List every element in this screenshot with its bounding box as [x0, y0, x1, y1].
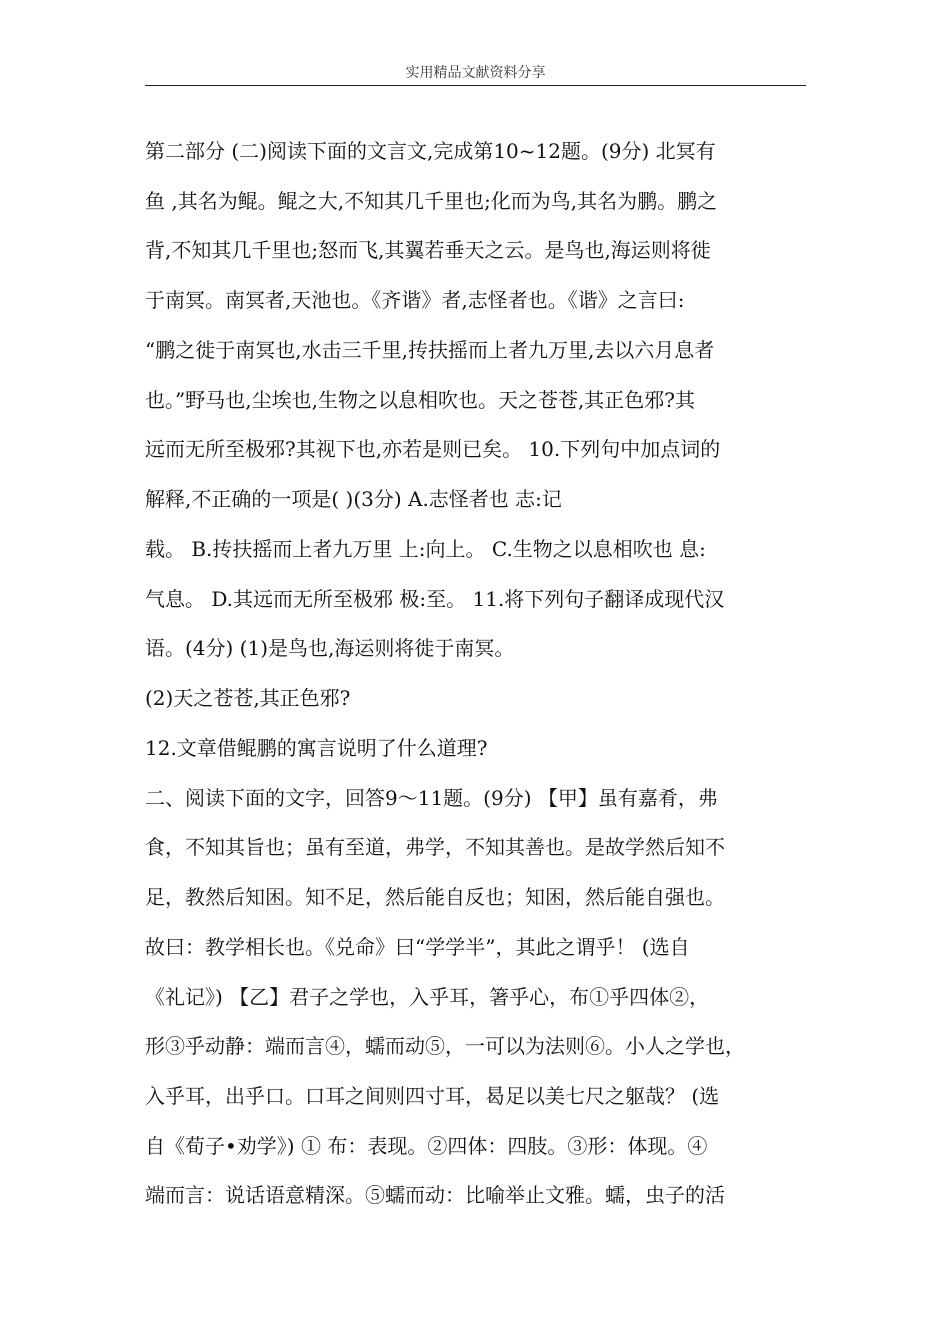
text-line: 背,不知其几千里也;怒而飞,其翼若垂天之云。是鸟也,海运则将徙: [145, 238, 711, 262]
text-line: 第二部分 (二)阅读下面的文言文,完成第10~12题。(9分) 北冥有: [145, 139, 716, 163]
text-line: 载。 B.抟扶摇而上者九万里 上:向上。 C.生物之以息相吹也 息:: [145, 537, 706, 561]
text-line: 入乎耳，出乎口。口耳之间则四寸耳，曷足以美七尺之躯哉？ (选: [145, 1084, 720, 1108]
text-line: 足，教然后知困。知不足，然后能自反也；知困，然后能自强也。: [145, 885, 725, 909]
text-line: 远而无所至极邪?其视下也,亦若是则已矣。 10.下列句中加点词的: [145, 437, 721, 461]
text-line: 二、阅读下面的文字，回答9～11题。(9分) 【甲】虽有嘉肴，弗: [145, 786, 718, 810]
page-header: 实用精品文献资料分享: [405, 65, 546, 81]
text-line: 自《荀子•劝学》) ① 布：表现。②四体：四肢。③形：体现。④: [145, 1134, 708, 1158]
text-line: “鹏之徙于南冥也,水击三千里,抟扶摇而上者九万里,去以六月息者: [145, 338, 715, 362]
text-line: 语。(4分) (1)是鸟也,海运则将徙于南冥。: [145, 636, 515, 660]
text-line: 故曰：教学相长也。《兑命》曰“学学半”，其此之谓乎！ (选自: [145, 935, 690, 959]
text-line: 形③乎动静：端而言④，蠕而动⑤，一可以为法则⑥。小人之学也，: [145, 1034, 745, 1058]
header-divider: [145, 85, 806, 86]
text-line: 鱼 ,其名为鲲。鲲之大,不知其几千里也;化而为鸟,其名为鹏。鹏之: [145, 189, 718, 213]
text-line: (2)天之苍苍,其正色邪?: [145, 686, 351, 710]
text-line: 食，不知其旨也；虽有至道，弗学，不知其善也。是故学然后知不: [145, 835, 725, 859]
text-line: 气息。 D.其远而无所至极邪 极:至。 11.将下列句子翻译成现代汉: [145, 587, 725, 611]
text-line: 解释,不正确的一项是( )(3分) A.志怪者也 志:记: [145, 487, 562, 511]
text-line: 端而言：说话语意精深。⑤蠕而动：比喻举止文雅。蠕，虫子的活: [145, 1183, 725, 1207]
text-line: 于南冥。南冥者,天池也。《齐谐》者,志怪者也。《谐》之言曰:: [145, 288, 685, 312]
text-line: 也。”野马也,尘埃也,生物之以息相吹也。天之苍苍,其正色邪?其: [145, 388, 696, 412]
text-line: 《礼记》) 【乙】君子之学也，入乎耳，箸乎心，布①乎四体②，: [145, 985, 710, 1009]
text-line: 12.文章借鲲鹏的寓言说明了什么道理?: [145, 736, 488, 760]
